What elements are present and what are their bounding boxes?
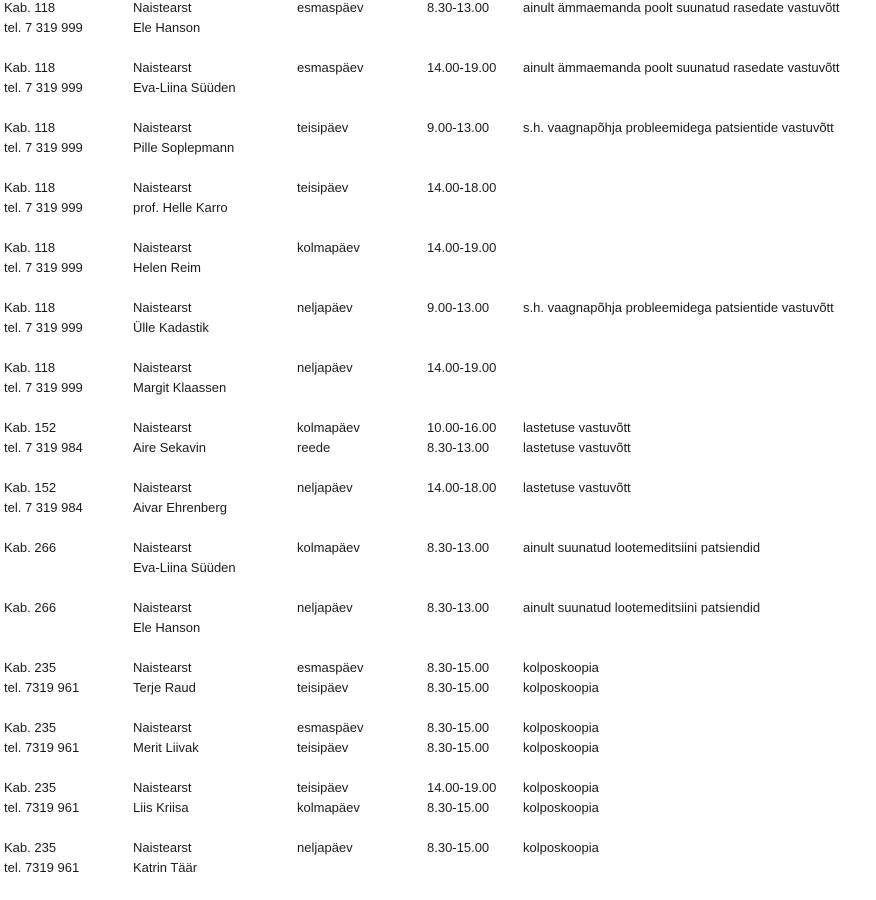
reception-note: s.h. vaagnapõhja probleemidega patsientide vastuvõtt xyxy=(523,300,834,315)
reception-time: 9.00-13.00 xyxy=(427,120,490,135)
reception-note: lastetuse vastuvõtt xyxy=(523,480,631,495)
doctor-name: Aire Sekavin xyxy=(133,440,206,455)
entry-line-secondary xyxy=(0,858,876,878)
schedule-entry xyxy=(0,60,876,120)
reception-time: 8.30-15.00 xyxy=(427,840,490,855)
room-number: Kab. 118 xyxy=(4,0,56,15)
reception-time: 8.30-13.00 xyxy=(427,440,490,455)
entry-line-secondary xyxy=(0,198,876,218)
reception-note: kolposkoopia xyxy=(523,740,599,755)
reception-day: esmaspäev xyxy=(297,720,364,735)
reception-time: 14.00-19.00 xyxy=(427,780,497,795)
specialty: Naistearst xyxy=(133,60,192,75)
schedule-entry xyxy=(0,360,876,420)
reception-note: lastetuse vastuvõtt xyxy=(523,420,631,435)
schedule-entry xyxy=(0,0,876,60)
reception-day: kolmapäev xyxy=(297,800,360,815)
entry-line-primary xyxy=(0,298,876,318)
specialty: Naistearst xyxy=(133,0,192,15)
reception-time: 14.00-19.00 xyxy=(427,60,497,75)
reception-day: esmaspäev xyxy=(297,0,364,15)
reception-time: 8.30-13.00 xyxy=(427,0,490,15)
entry-line-secondary xyxy=(0,138,876,158)
reception-note: ainult ämmaemanda poolt suunatud rasedate vastuvõtt xyxy=(523,60,840,75)
phone-number: tel. 7 319 999 xyxy=(4,380,83,395)
reception-time: 8.30-15.00 xyxy=(427,800,490,815)
reception-time: 8.30-15.00 xyxy=(427,660,490,675)
reception-day: kolmapäev xyxy=(297,540,360,555)
schedule-entry xyxy=(0,600,876,660)
reception-note: lastetuse vastuvõtt xyxy=(523,440,631,455)
specialty: Naistearst xyxy=(133,600,192,615)
specialty: Naistearst xyxy=(133,240,192,255)
reception-note: ainult suunatud lootemeditsiini patsiendid xyxy=(523,540,761,555)
entry-line-primary xyxy=(0,58,876,78)
schedule-entry xyxy=(0,660,876,720)
entry-line-primary xyxy=(0,598,876,618)
entry-line-primary xyxy=(0,538,876,558)
room-number: Kab. 235 xyxy=(4,780,57,795)
phone-number: tel. 7319 961 xyxy=(4,740,80,755)
entry-line-secondary xyxy=(0,498,876,518)
schedule-entry xyxy=(0,120,876,180)
reception-day: teisipäev xyxy=(297,740,349,755)
specialty: Naistearst xyxy=(133,420,192,435)
schedule-entry xyxy=(0,540,876,600)
reception-day: kolmapäev xyxy=(297,240,360,255)
schedule-entry xyxy=(0,180,876,240)
room-number: Kab. 118 xyxy=(4,60,56,75)
reception-day: teisipäev xyxy=(297,120,349,135)
reception-note: kolposkoopia xyxy=(523,780,599,795)
entry-line-primary xyxy=(0,238,876,258)
room-number: Kab. 235 xyxy=(4,840,57,855)
doctor-name: Pille Soplepmann xyxy=(133,140,235,155)
specialty: Naistearst xyxy=(133,180,192,195)
doctor-name: prof. Helle Karro xyxy=(133,200,228,215)
schedule-entry xyxy=(0,840,876,900)
phone-number: tel. 7 319 999 xyxy=(4,260,83,275)
reception-time: 14.00-19.00 xyxy=(427,360,497,375)
entry-line-secondary xyxy=(0,18,876,38)
entry-line-primary xyxy=(0,178,876,198)
room-number: Kab. 118 xyxy=(4,120,56,135)
reception-day: neljapäev xyxy=(297,600,353,615)
doctor-name: Margit Klaassen xyxy=(133,380,227,395)
entry-line-primary xyxy=(0,358,876,378)
reception-time: 8.30-15.00 xyxy=(427,720,490,735)
reception-time: 8.30-15.00 xyxy=(427,740,490,755)
specialty: Naistearst xyxy=(133,300,192,315)
entry-line-primary xyxy=(0,418,876,438)
doctor-name: Eva-Liina Süüden xyxy=(133,80,236,95)
reception-note: kolposkoopia xyxy=(523,680,599,695)
reception-time: 8.30-13.00 xyxy=(427,540,490,555)
room-number: Kab. 152 xyxy=(4,480,57,495)
reception-note: kolposkoopia xyxy=(523,800,599,815)
entry-line-secondary xyxy=(0,438,876,458)
entry-line-secondary xyxy=(0,798,876,818)
schedule-entry xyxy=(0,720,876,780)
schedule-entry xyxy=(0,420,876,480)
room-number: Kab. 118 xyxy=(4,300,56,315)
reception-time: 9.00-13.00 xyxy=(427,300,490,315)
doctor-name: Ülle Kadastik xyxy=(133,320,209,335)
reception-time: 10.00-16.00 xyxy=(427,420,497,435)
entry-line-primary xyxy=(0,658,876,678)
phone-number: tel. 7 319 984 xyxy=(4,500,83,515)
specialty: Naistearst xyxy=(133,780,192,795)
doctor-name: Merit Liivak xyxy=(133,740,199,755)
doctor-name: Terje Raud xyxy=(133,680,196,695)
room-number: Kab. 235 xyxy=(4,660,57,675)
phone-number: tel. 7 319 984 xyxy=(4,440,83,455)
entry-line-secondary xyxy=(0,318,876,338)
specialty: Naistearst xyxy=(133,480,192,495)
reception-day: neljapäev xyxy=(297,300,353,315)
reception-day: teisipäev xyxy=(297,680,349,695)
reception-time: 8.30-13.00 xyxy=(427,600,490,615)
entry-line-secondary xyxy=(0,378,876,398)
phone-number: tel. 7319 961 xyxy=(4,680,80,695)
doctor-name: Eva-Liina Süüden xyxy=(133,560,236,575)
doctor-name: Ele Hanson xyxy=(133,20,201,35)
entry-line-primary xyxy=(0,0,876,18)
entry-line-secondary xyxy=(0,78,876,98)
phone-number: tel. 7 319 999 xyxy=(4,320,83,335)
room-number: Kab. 118 xyxy=(4,360,56,375)
schedule-entry xyxy=(0,240,876,300)
doctor-name: Ele Hanson xyxy=(133,620,201,635)
reception-day: esmaspäev xyxy=(297,60,364,75)
entry-line-secondary xyxy=(0,678,876,698)
doctor-name: Helen Reim xyxy=(133,260,201,275)
reception-day: neljapäev xyxy=(297,840,353,855)
phone-number: tel. 7 319 999 xyxy=(4,80,83,95)
room-number: Kab. 118 xyxy=(4,240,56,255)
reception-day: reede xyxy=(297,440,331,455)
reception-note: kolposkoopia xyxy=(523,660,599,675)
entry-line-secondary xyxy=(0,258,876,278)
room-number: Kab. 152 xyxy=(4,420,57,435)
reception-day: neljapäev xyxy=(297,360,353,375)
reception-day: esmaspäev xyxy=(297,660,364,675)
reception-time: 14.00-19.00 xyxy=(427,240,497,255)
phone-number: tel. 7 319 999 xyxy=(4,200,83,215)
reception-time: 8.30-15.00 xyxy=(427,680,490,695)
schedule-entry xyxy=(0,300,876,360)
entry-line-primary xyxy=(0,718,876,738)
entry-line-secondary xyxy=(0,618,876,638)
entry-line-primary xyxy=(0,478,876,498)
reception-day: kolmapäev xyxy=(297,420,360,435)
reception-day: neljapäev xyxy=(297,480,353,495)
phone-number: tel. 7 319 999 xyxy=(4,140,83,155)
entry-line-secondary xyxy=(0,738,876,758)
entry-line-primary xyxy=(0,838,876,858)
specialty: Naistearst xyxy=(133,720,192,735)
doctor-name: Aivar Ehrenberg xyxy=(133,500,227,515)
room-number: Kab. 118 xyxy=(4,180,56,195)
entry-line-primary xyxy=(0,118,876,138)
doctor-name: Liis Kriisa xyxy=(133,800,189,815)
doctor-name: Katrin Täär xyxy=(133,860,198,875)
room-number: Kab. 235 xyxy=(4,720,57,735)
specialty: Naistearst xyxy=(133,360,192,375)
entry-line-secondary xyxy=(0,558,876,578)
reception-note: ainult ämmaemanda poolt suunatud rasedate vastuvõtt xyxy=(523,0,840,15)
reception-note: s.h. vaagnapõhja probleemidega patsientide vastuvõtt xyxy=(523,120,834,135)
reception-time: 14.00-18.00 xyxy=(427,180,497,195)
reception-time: 14.00-18.00 xyxy=(427,480,497,495)
specialty: Naistearst xyxy=(133,120,192,135)
phone-number: tel. 7319 961 xyxy=(4,860,80,875)
entry-line-primary xyxy=(0,778,876,798)
specialty: Naistearst xyxy=(133,660,192,675)
reception-day: teisipäev xyxy=(297,780,349,795)
specialty: Naistearst xyxy=(133,540,192,555)
phone-number: tel. 7 319 999 xyxy=(4,20,83,35)
room-number: Kab. 266 xyxy=(4,540,57,555)
reception-note: ainult suunatud lootemeditsiini patsiendid xyxy=(523,600,761,615)
phone-number: tel. 7319 961 xyxy=(4,800,80,815)
reception-day: teisipäev xyxy=(297,180,349,195)
reception-note: kolposkoopia xyxy=(523,840,599,855)
room-number: Kab. 266 xyxy=(4,600,57,615)
schedule-entry xyxy=(0,780,876,840)
reception-note: kolposkoopia xyxy=(523,720,599,735)
schedule-entry xyxy=(0,480,876,540)
specialty: Naistearst xyxy=(133,840,192,855)
